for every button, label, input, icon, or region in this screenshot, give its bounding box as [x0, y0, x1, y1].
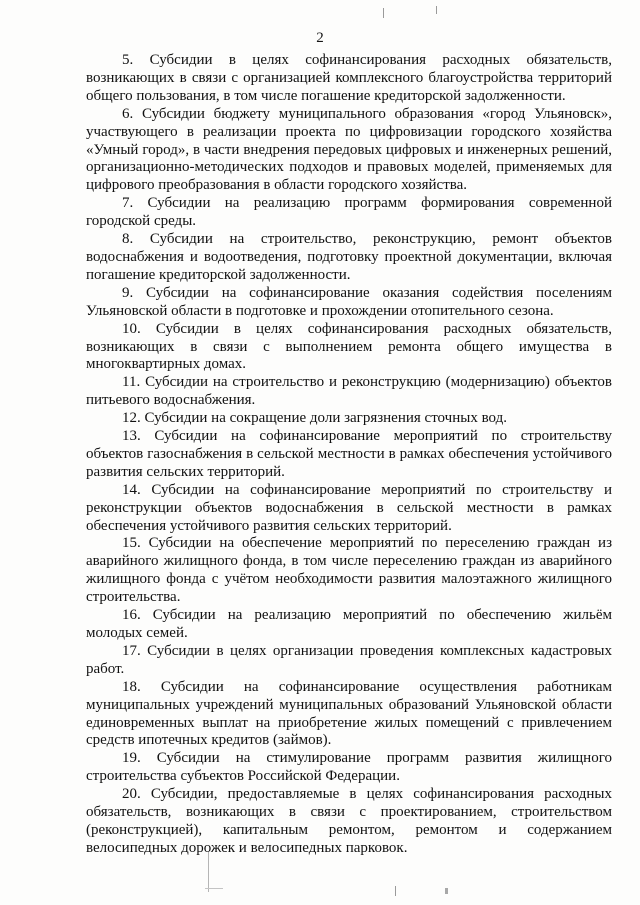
paragraph-9: 9. Субсидии на софинансирование оказания содействия поселениям Ульяновской области в подготовке и прохождении отопительного сезона.: [86, 284, 612, 319]
scan-artifact: [383, 8, 384, 18]
paragraph-5: 5. Субсидии в целях софинансирования расходных обязательств, возникающих в связи с организацией комплексного благоустройства территорий общего пользования, в том числе погашение кредиторской задолженности.: [86, 52, 612, 104]
paragraph-17: 17. Субсидии в целях организации проведения комплексных кадастровых работ.: [86, 642, 612, 677]
paragraph-19: 19. Субсидии на стимулирование программ развития жилищного строительства субъектов Российской Федерации.: [86, 750, 612, 785]
scan-artifact: [205, 888, 223, 889]
paragraph-6: 6. Субсидии бюджету муниципального образования «город Ульяновск», участвующего в реализации проекта по цифровизации городского хозяйства «Умный город», в части внедрения передовых цифровых и инженерных решений, организационно-методических подходов и правовых моделей, применяемых для цифрового преобразования в области городского хозяйства.: [86, 105, 612, 194]
paragraph-16: 16. Субсидии на реализацию мероприятий по обеспечению жильём молодых семей.: [86, 607, 612, 641]
paragraph-20: 20. Субсидии, предоставляемые в целях софинансирования расходных обязательств, возникающих в связи с проектированием, строительством (реконструкцией), капитальным ремонтом, ремонтом и содержанием велосипедных дорожек и велосипедных парковок.: [86, 786, 612, 856]
document-body: [86, 52, 612, 858]
paragraph-13: 13. Субсидии на софинансирование мероприятий по строительству объектов газоснабжения в сельской местности в рамках обеспечения устойчивого развития сельских территорий.: [86, 428, 612, 480]
paragraph-8: 8. Субсидии на строительство, реконструкцию, ремонт объектов водоснабжения и водоотведения, подготовку проектной документации, включая погашение кредиторской задолженности.: [86, 231, 612, 283]
paragraph-10: 10. Субсидии в целях софинансирования расходных обязательств, возникающих в связи с выполнением ремонта общего имущества в многоквартирных домах.: [86, 320, 612, 373]
paragraph-7: 7. Субсидии на реализацию программ формирования современной городской среды.: [86, 195, 612, 230]
scan-artifact: [395, 886, 396, 896]
paragraph-12: 12. Субсидии на сокращение доли загрязнения сточных вод.: [122, 410, 507, 427]
scan-artifact: [436, 6, 437, 14]
paragraph-11: 11. Субсидии на строительство и реконструкцию (модернизацию) объектов питьевого водоснабжения.: [86, 374, 612, 409]
scan-artifact: [208, 852, 209, 892]
scan-artifact: [445, 888, 448, 894]
paragraph-15: 15. Субсидии на обеспечение мероприятий по переселению граждан из аварийного жилищного фонда, в том числе переселению граждан из аварийного жилищного фонда с учётом необходимости развития малоэтажного жилищного строительства.: [86, 535, 612, 606]
paragraph-14: 14. Субсидии на софинансирование мероприятий по строительству и реконструкции объектов водоснабжения в сельской местности в рамках обеспечения устойчивого развития сельских территорий.: [86, 481, 612, 534]
paragraph-18: 18. Субсидии на софинансирование осуществления работникам муниципальных учреждений муниципальных образований Ульяновской области единовременных выплат на приобретение жилых помещений с привлечением средств ипотечных кредитов (займов).: [86, 678, 612, 749]
page-number: 2: [316, 30, 324, 46]
